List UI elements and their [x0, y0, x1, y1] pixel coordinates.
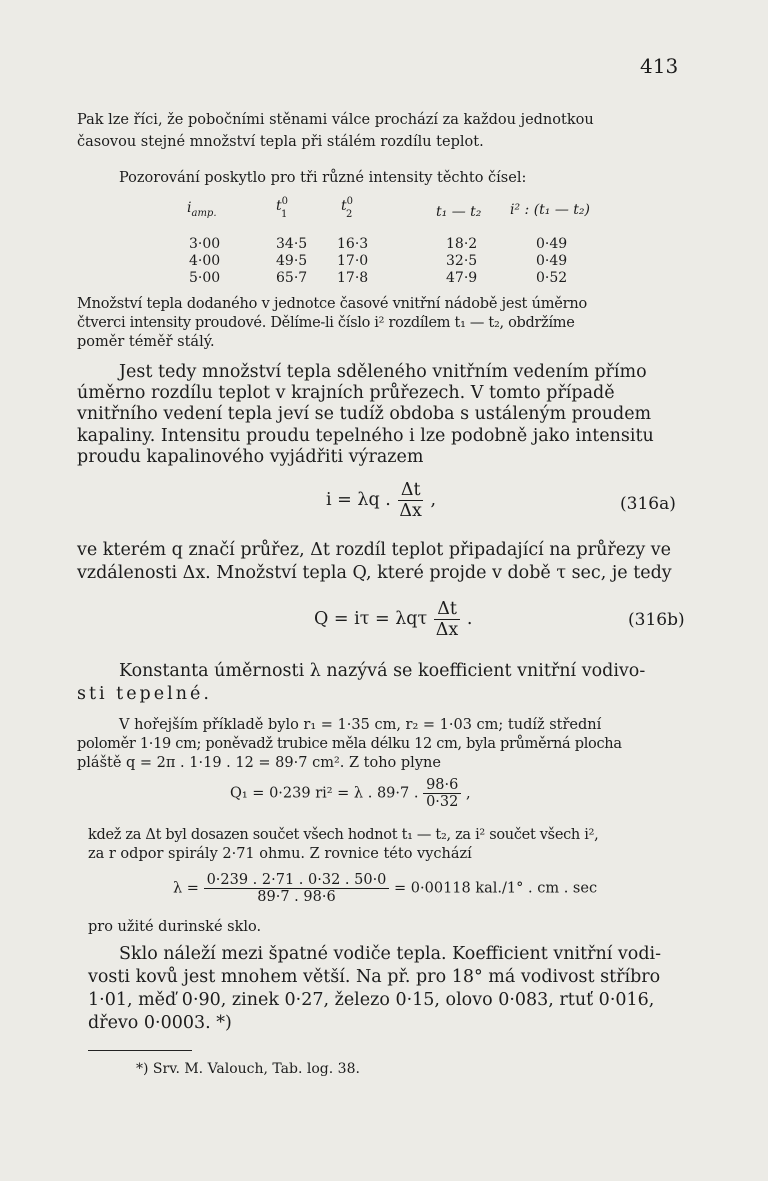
equation-label: (316b)	[628, 610, 685, 630]
table-cell: 17·0	[337, 253, 369, 269]
table-header-diff: t₁ — t₂	[436, 204, 482, 220]
table-cell: 4·00	[189, 253, 221, 269]
table-header-i: $i_{amp.}$	[187, 200, 217, 219]
text-line: úměrno rozdílu teplot v krajních průřezech. V tomto případě	[77, 383, 615, 403]
text-line: sti tepelné.	[77, 684, 212, 704]
equation-316b: Q = iτ = λqτ $\frac{\Delta t}{\Delta x}$ .	[314, 599, 473, 640]
table-intro: Pozorování poskytlo pro tři různé intensity těchto čísel:	[119, 170, 527, 186]
text-line: vzdálenosti Δx. Množství tepla Q, které projde v době τ sec, je tedy	[77, 563, 672, 583]
table-cell: 65·7	[276, 270, 308, 286]
text-line: poloměr 1·19 cm; poněvadž trubice měla délku 12 cm, byla průměrná plocha	[77, 736, 622, 752]
table-header-t2: $t^0_2$	[341, 196, 354, 220]
table-cell: 49·5	[276, 253, 308, 269]
text-line: pro užité durinské sklo.	[88, 919, 262, 935]
table-cell: 0·52	[536, 270, 568, 286]
table-cell: 32·5	[446, 253, 478, 269]
footnote-divider	[88, 1050, 192, 1051]
page-number: 413	[640, 54, 679, 78]
text-line: proudu kapalinového vyjádřiti výrazem	[77, 447, 424, 467]
table-cell: 34·5	[276, 236, 308, 252]
text-line: čtverci intensity proudové. Dělíme-li číslo i² rozdílem t₁ — t₂, obdržíme	[77, 315, 575, 331]
table-cell: 17·8	[337, 270, 369, 286]
equation-label: (316a)	[620, 494, 676, 514]
table-cell: 5·00	[189, 270, 221, 286]
equation-316a: i = λq . $\frac{\Delta t}{\Delta x}$ ,	[326, 480, 437, 521]
text-line: Jest tedy množství tepla sděleného vnitřním vedením přímo	[119, 362, 647, 382]
text-line: časovou stejné množství tepla při stálém rozdílu teplot.	[77, 134, 484, 150]
table-cell: 0·49	[536, 236, 568, 252]
text-line: Množství tepla dodaného v jednotce časové vnitřní nádobě jest úměrno	[77, 296, 588, 312]
table-cell: 16·3	[337, 236, 369, 252]
text-line: dřevo 0·0003. *)	[88, 1013, 232, 1033]
table-cell: 18·2	[446, 236, 478, 252]
text-line: V hořejším příkladě bylo r₁ = 1·35 cm, r₂ = 1·03 cm; tudíž střední	[119, 717, 602, 733]
footnote: *) Srv. M. Valouch, Tab. log. 38.	[136, 1061, 360, 1077]
text-line: kapaliny. Intensitu proudu tepelného i lze podobně jako intensitu	[77, 426, 654, 446]
text-line: kdež za Δt byl dosazen součet všech hodnot t₁ — t₂, za i² součet všech i²,	[88, 827, 599, 843]
text-line: poměr téměř stálý.	[77, 334, 215, 350]
table-header-t1: $t^0_1$	[276, 196, 289, 220]
equation-lambda: λ = $\frac{0\cdot 239 . 2\cdot 71 . 0\cdot 32 . 50\cdot 0}{89\cdot 7 . 98\cdot 6}$ = 0·00118 kal./1° . cm . sec	[173, 872, 598, 905]
table-cell: 47·9	[446, 270, 478, 286]
text-line: pláště q = 2π . 1·19 . 12 = 89·7 cm². Z toho plyne	[77, 755, 441, 771]
table-cell: 3·00	[189, 236, 221, 252]
text-line: ve kterém q značí průřez, Δt rozdíl teplot připadající na průřezy ve	[77, 540, 672, 560]
equation-q1: Q₁ = 0·239 ri² = λ . 89·7 . $\frac{98\cdot 6}{0\cdot 32}$ ,	[230, 777, 471, 810]
text-line: za r odpor spirály 2·71 ohmu. Z rovnice této vychází	[88, 846, 472, 862]
text-line: Konstanta úměrnosti λ nazývá se koefficient vnitřní vodivo-	[119, 661, 646, 681]
text-line: Sklo náleží mezi špatné vodiče tepla. Koefficient vnitřní vodi-	[119, 944, 662, 964]
text-line: vnitřního vedení tepla jeví se tudíž obdoba s ustáleným proudem	[77, 404, 652, 424]
text-line: Pak lze říci, že pobočními stěnami válce prochází za každou jednotkou	[77, 112, 594, 128]
table-header-ratio: i² : (t₁ — t₂)	[510, 202, 591, 218]
table-cell: 0·49	[536, 253, 568, 269]
text-line: 1·01, měď 0·90, zinek 0·27, železo 0·15, olovo 0·083, rtuť 0·016,	[88, 990, 655, 1010]
text-line: vosti kovů jest mnohem větší. Na př. pro 18° má vodivost stříbro	[88, 967, 661, 987]
